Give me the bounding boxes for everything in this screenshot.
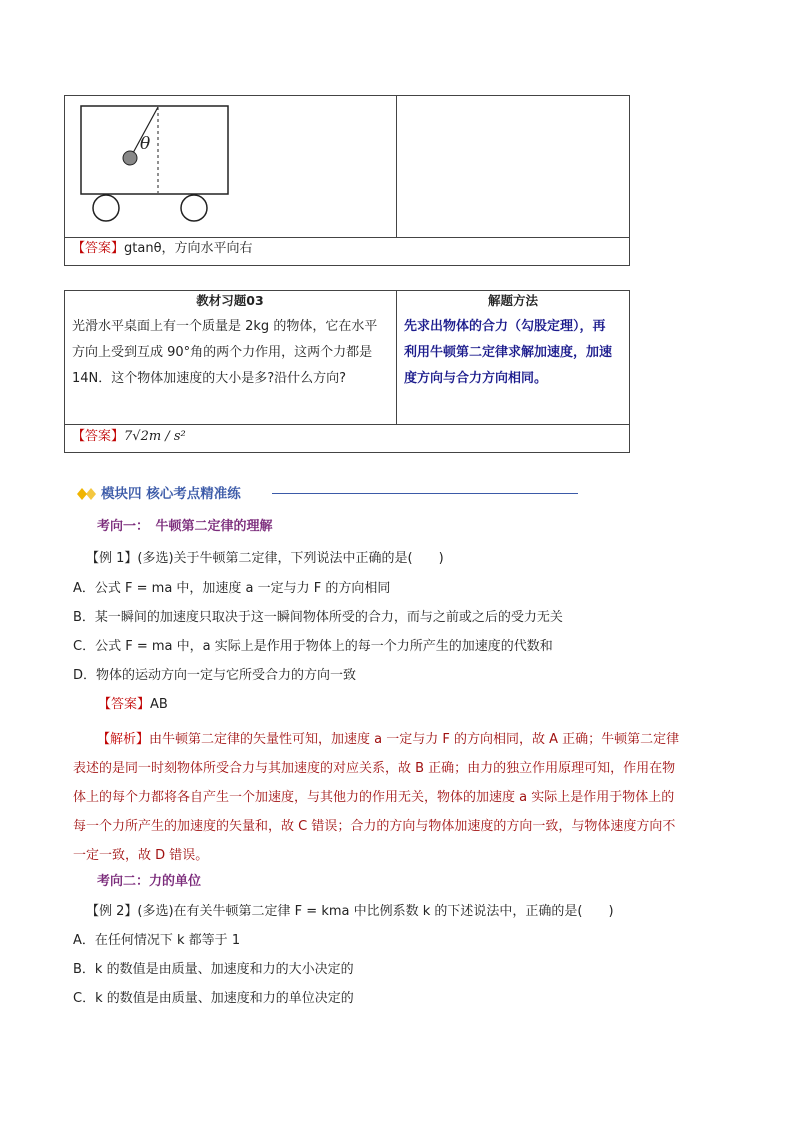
- table2-answer: [72, 428, 186, 446]
- method-line: 先求出物体的合力（勾股定理），再: [404, 319, 606, 334]
- question-line: 光滑水平桌面上有一个质量是 2kg 的物体，它在水平: [72, 319, 378, 334]
- example-1-option-c: C．公式 F = ma 中，a 实际上是作用于物体上的每一个力所产生的加速度的代数和: [73, 639, 553, 654]
- table1-divider: [396, 95, 397, 237]
- example-1-stem: 【例 1】(多选)关于牛顿第二定律，下列说法中正确的是( ): [86, 551, 444, 566]
- table2-row-divider: [64, 424, 630, 425]
- analysis-line: 由牛顿第二定律的矢量性可知，加速度 a 一定与力 F 的方向相同，故 A 正确；牛顿第二定律: [149, 732, 680, 747]
- method-line: 利用牛顿第二定律求解加速度，加速: [404, 345, 613, 360]
- direction-1-title: 考向一： 牛顿第二定律的理解: [97, 519, 273, 534]
- exercise-question: [72, 314, 377, 392]
- analysis-line: 一定一致，故 D 错误。: [73, 848, 209, 863]
- example-1-answer: [98, 695, 168, 715]
- theta-label: θ: [140, 134, 151, 154]
- method-header: 解题方法: [487, 293, 538, 308]
- example-2-option-a: A．在任何情况下 k 都等于 1: [73, 933, 241, 948]
- answer-formula: 7√2m / s²: [124, 429, 186, 444]
- diamond-icon: [76, 487, 98, 501]
- answer-text: gtanθ，方向水平向右: [124, 241, 253, 256]
- analysis-line: 每一个力所产生的加速度的矢量和，故 C 错误；合力的方向与物体加速度的方向一致，与物体速度方向不: [73, 819, 676, 834]
- cart-pendulum-figure: [75, 100, 235, 225]
- table1-row-divider: [64, 237, 630, 238]
- answer-text: AB: [150, 697, 168, 712]
- example-1-option-b: B．某一瞬间的加速度只取决于这一瞬间物体所受的合力，而与之前或之后的受力无关: [73, 610, 563, 625]
- answer-label: 【答案】: [72, 429, 125, 444]
- analysis-label: 【解析】: [97, 732, 150, 747]
- module-rule: [272, 493, 578, 494]
- analysis-line: 表述的是同一时刻物体所受合力与其加速度的对应关系，故 B 正确；由力的独立作用原理可知，作用在物: [73, 761, 676, 776]
- example-2-option-b: B．k 的数值是由质量、加速度和力的大小决定的: [73, 962, 354, 977]
- example-2-stem: 【例 2】(多选)在有关牛顿第二定律 F = kma 中比例系数 k 的下述说法中，正确的是( ): [86, 904, 614, 919]
- exercise-header: 教材习题03: [196, 293, 264, 308]
- direction-2-title: 考向二：力的单位: [97, 874, 202, 889]
- example-1-analysis: [73, 725, 733, 870]
- answer-label: 【答案】: [72, 241, 125, 256]
- table1-answer: [72, 240, 253, 258]
- method-text: [404, 314, 612, 392]
- analysis-line: 体上的每个力都将各自产生一个加速度，与其他力的作用无关，物体的加速度 a 实际上是作用于物体上的: [73, 790, 675, 805]
- answer-label: 【答案】: [98, 697, 151, 712]
- example-2-option-c: C．k 的数值是由质量、加速度和力的单位决定的: [73, 991, 354, 1006]
- question-line: 14N．这个物体加速度的大小是多?沿什么方向?: [72, 371, 347, 386]
- method-line: 度方向与合力方向相同。: [404, 371, 548, 386]
- table2-divider: [396, 290, 397, 424]
- example-1-option-d: D．物体的运动方向一定与它所受合力的方向一致: [73, 668, 357, 683]
- example-1-option-a: A．公式 F = ma 中，加速度 a 一定与力 F 的方向相同: [73, 581, 391, 596]
- question-line: 方向上受到互成 90°角的两个力作用，这两个力都是: [72, 345, 373, 360]
- module-title: 模块四 核心考点精准练: [101, 486, 241, 502]
